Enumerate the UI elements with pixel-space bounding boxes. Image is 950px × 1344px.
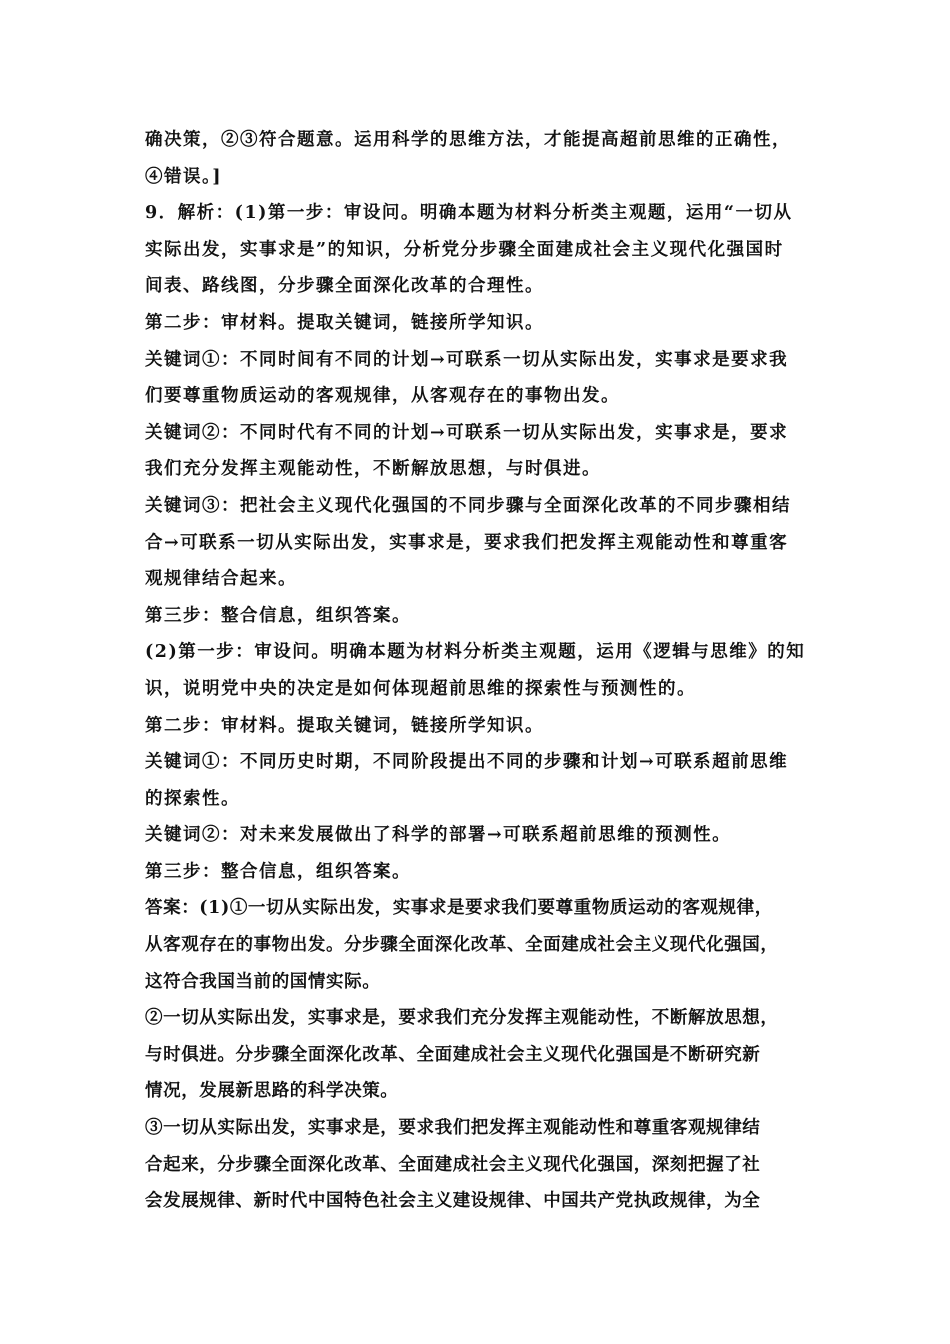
text-line: 我们充分发挥主观能动性，不断解放思想，与时俱进。 xyxy=(145,459,601,480)
text-line: 第二步：审材料。提取关键词，链接所学知识。 xyxy=(145,312,544,333)
text-line: 关键词②：不同时代有不同的计划→可联系一切从实际出发，实事求是，要求 xyxy=(145,422,789,443)
text-line: ④错误。] xyxy=(145,166,223,187)
text-line: 实际出发，实事求是”的知识，分析党分步骤全面建成社会主义现代化强国时 xyxy=(145,239,784,260)
text-line: 从客观存在的事物出发。分步骤全面深化改革、全面建成社会主义现代化强国， xyxy=(145,935,779,956)
text-line: 第二步：审材料。提取关键词，链接所学知识。 xyxy=(145,715,544,736)
text-line: ③一切从实际出发，实事求是，要求我们把发挥主观能动性和尊重客观规律结 xyxy=(145,1118,761,1139)
text-line: 会发展规律、新时代中国特色社会主义建设规律、中国共产党执政规律，为全 xyxy=(145,1191,761,1212)
text-line: 合→可联系一切从实际出发，实事求是，要求我们把发挥主观能动性和尊重客 xyxy=(145,532,789,553)
text-line: 识，说明党中央的决定是如何体现超前思维的探索性与预测性的。 xyxy=(145,678,696,699)
text-line: 的探索性。 xyxy=(145,788,240,809)
text-line: 合起来，分步骤全面深化改革、全面建成社会主义现代化强国，深刻把握了社 xyxy=(145,1154,761,1175)
text-line: 第三步：整合信息，组织答案。 xyxy=(145,605,411,626)
text-line: 们要尊重物质运动的客观规律，从客观存在的事物出发。 xyxy=(145,386,620,407)
text-line: 关键词①：不同时间有不同的计划→可联系一切从实际出发，实事求是要求我 xyxy=(145,349,789,370)
text-line: 关键词②：对未来发展做出了科学的部署→可联系超前思维的预测性。 xyxy=(145,825,732,846)
text-line: 与时俱进。分步骤全面深化改革、全面建成社会主义现代化强国是不断研究新 xyxy=(145,1044,761,1065)
text-line: 间表、路线图，分步骤全面深化改革的合理性。 xyxy=(145,276,544,297)
text-line: ②一切从实际出发，实事求是，要求我们充分发挥主观能动性，不断解放思想， xyxy=(145,1008,779,1029)
text-line: 这符合我国当前的国情实际。 xyxy=(145,971,381,992)
text-line: 9．解析：(1)第一步：审设问。明确本题为材料分析类主观题，运用“一切从 xyxy=(145,203,793,224)
text-line: 关键词①：不同历史时期，不同阶段提出不同的步骤和计划→可联系超前思维 xyxy=(145,752,789,773)
text-line: 关键词③：把社会主义现代化强国的不同步骤与全面深化改革的不同步骤相结 xyxy=(145,495,791,516)
text-line: 情况，发展新思路的科学决策。 xyxy=(145,1081,399,1102)
text-line: 观规律结合起来。 xyxy=(145,569,297,590)
text-line: 确决策，②③符合题意。运用科学的思维方法，才能提高超前思维的正确性， xyxy=(145,130,791,150)
text-line: 第三步：整合信息，组织答案。 xyxy=(145,861,411,882)
text-line: (2)第一步：审设问。明确本题为材料分析类主观题，运用《逻辑与思维》的知 xyxy=(145,642,806,663)
text-line: 答案：(1)①一切从实际出发，实事求是要求我们要尊重物质运动的客观规律， xyxy=(145,898,773,919)
document-page xyxy=(145,122,811,1220)
